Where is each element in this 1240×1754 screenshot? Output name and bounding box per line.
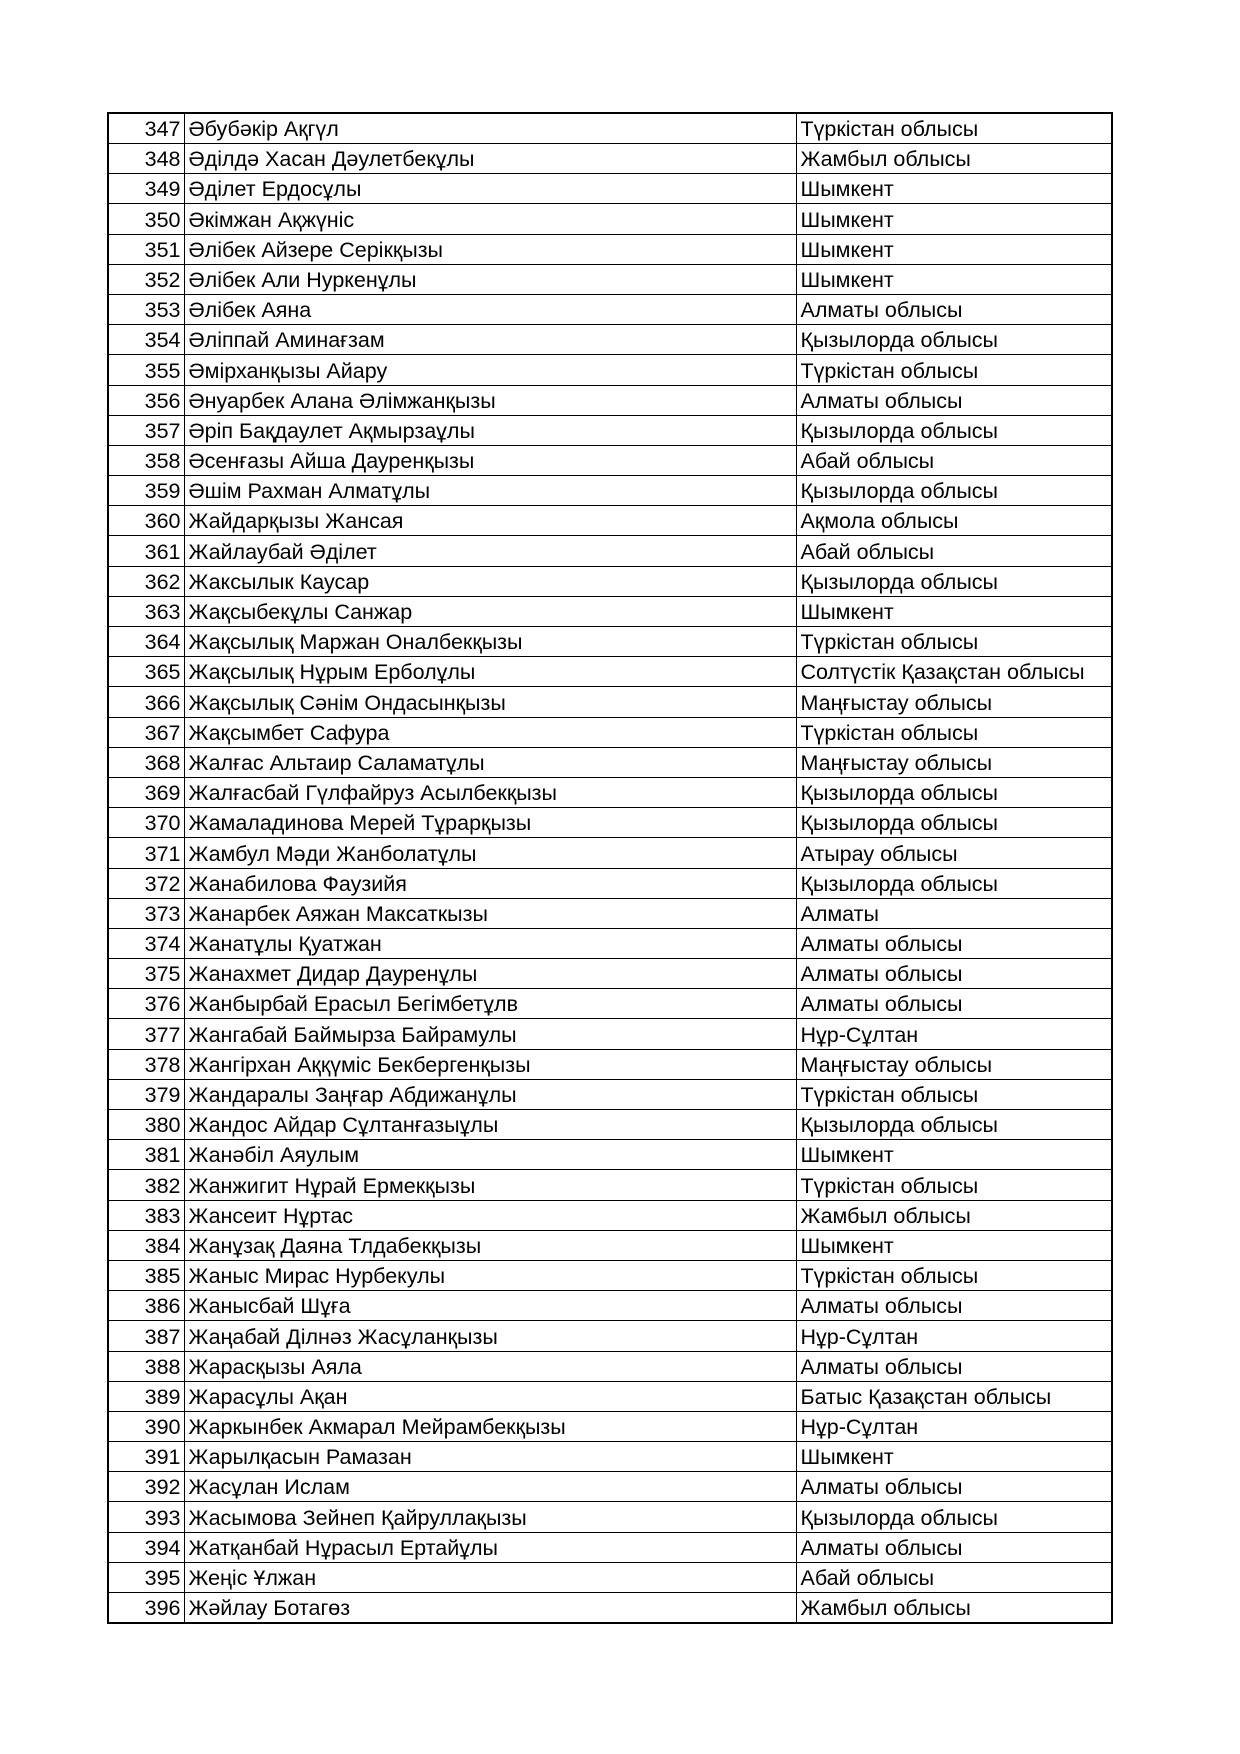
region: Жамбыл облысы [796, 144, 1112, 174]
row-number: 348 [108, 144, 184, 174]
table-row [108, 747, 1112, 777]
region: Қызылорда облысы [796, 777, 1112, 807]
region: Түркістан облысы [796, 717, 1112, 747]
full-name: Жангабай Баймырза Байрамулы [184, 1019, 796, 1049]
full-name: Жанұзақ Даяна Тлдабекқызы [184, 1230, 796, 1260]
region: Алматы облысы [796, 385, 1112, 415]
row-number: 370 [108, 808, 184, 838]
row-number: 388 [108, 1351, 184, 1381]
full-name: Жанәбіл Аяулым [184, 1140, 796, 1170]
full-name: Әліппай Аминағзам [184, 325, 796, 355]
table-row [108, 476, 1112, 506]
region: Шымкент [796, 596, 1112, 626]
full-name: Жарылқасын Рамазан [184, 1442, 796, 1472]
full-name: Жалғасбай Гүлфайруз Асылбекқызы [184, 777, 796, 807]
row-number: 396 [108, 1593, 184, 1624]
full-name: Әділет Ердосұлы [184, 174, 796, 204]
region: Маңғыстау облысы [796, 687, 1112, 717]
region: Түркістан облысы [796, 1260, 1112, 1290]
full-name: Жаңабай Ділнәз Жасұланқызы [184, 1321, 796, 1351]
region: Маңғыстау облысы [796, 1049, 1112, 1079]
row-number: 375 [108, 959, 184, 989]
full-name: Жамаладинова Мерей Тұрарқызы [184, 808, 796, 838]
table-row [108, 1381, 1112, 1411]
full-name: Әнуарбек Алана Әлімжанқызы [184, 385, 796, 415]
table-row [108, 566, 1112, 596]
region: Шымкент [796, 1230, 1112, 1260]
full-name: Жанахмет Дидар Дауренұлы [184, 959, 796, 989]
row-number: 387 [108, 1321, 184, 1351]
table-row [108, 627, 1112, 657]
region: Қызылорда облысы [796, 566, 1112, 596]
row-number: 376 [108, 989, 184, 1019]
table-row [108, 596, 1112, 626]
row-number: 353 [108, 294, 184, 324]
table-row [108, 174, 1112, 204]
row-number: 368 [108, 747, 184, 777]
table-row [108, 355, 1112, 385]
row-number: 362 [108, 566, 184, 596]
full-name: Жанжигит Нұрай Ермекқызы [184, 1170, 796, 1200]
full-name: Жарасқызы Аяла [184, 1351, 796, 1381]
table-row [108, 717, 1112, 747]
full-name: Жанбырбай Ерасыл Бегімбетұлв [184, 989, 796, 1019]
table-row [108, 385, 1112, 415]
row-number: 359 [108, 476, 184, 506]
row-number: 358 [108, 445, 184, 475]
full-name: Жарасұлы Ақан [184, 1381, 796, 1411]
region: Шымкент [796, 1442, 1112, 1472]
full-name: Жәйлау Ботагөз [184, 1593, 796, 1624]
roster-table [107, 112, 1113, 1624]
full-name: Жаксылык Каусар [184, 566, 796, 596]
full-name: Әмірханқызы Айару [184, 355, 796, 385]
full-name: Жаркынбек Акмарал Мейрамбекқызы [184, 1411, 796, 1441]
table-row [108, 1532, 1112, 1562]
row-number: 369 [108, 777, 184, 807]
region: Батыс Қазақстан облысы [796, 1381, 1112, 1411]
row-number: 395 [108, 1562, 184, 1592]
table-row [108, 989, 1112, 1019]
full-name: Әкімжан Ақжүніс [184, 204, 796, 234]
row-number: 386 [108, 1291, 184, 1321]
region: Алматы [796, 898, 1112, 928]
region: Атырау облысы [796, 838, 1112, 868]
full-name: Жаныс Мирас Нурбекулы [184, 1260, 796, 1290]
table-row [108, 657, 1112, 687]
table-row [108, 1351, 1112, 1381]
table-row [108, 808, 1112, 838]
row-number: 367 [108, 717, 184, 747]
full-name: Әлібек Айзере Серікқызы [184, 234, 796, 264]
row-number: 379 [108, 1079, 184, 1109]
region: Түркістан облысы [796, 355, 1112, 385]
table-row [108, 113, 1112, 144]
full-name: Әріп Бақдаулет Ақмырзаұлы [184, 415, 796, 445]
region: Түркістан облысы [796, 113, 1112, 144]
table-row [108, 1140, 1112, 1170]
table-row [108, 1442, 1112, 1472]
region: Алматы облысы [796, 1532, 1112, 1562]
region: Ақмола облысы [796, 506, 1112, 536]
row-number: 366 [108, 687, 184, 717]
full-name: Жайлаубай Әділет [184, 536, 796, 566]
region: Нұр-Сұлтан [796, 1019, 1112, 1049]
table-row [108, 506, 1112, 536]
region: Қызылорда облысы [796, 415, 1112, 445]
region: Қызылорда облысы [796, 868, 1112, 898]
table-row [108, 325, 1112, 355]
full-name: Әлібек Али Нуркенұлы [184, 264, 796, 294]
region: Шымкент [796, 174, 1112, 204]
region: Алматы облысы [796, 1291, 1112, 1321]
full-name: Жандос Айдар Сұлтанғазыұлы [184, 1110, 796, 1140]
table-row [108, 1079, 1112, 1109]
table-row [108, 234, 1112, 264]
region: Түркістан облысы [796, 627, 1112, 657]
region: Жамбыл облысы [796, 1593, 1112, 1624]
table-row [108, 1411, 1112, 1441]
row-number: 361 [108, 536, 184, 566]
full-name: Жанысбай Шұға [184, 1291, 796, 1321]
table-row [108, 777, 1112, 807]
region: Шымкент [796, 204, 1112, 234]
region: Абай облысы [796, 1562, 1112, 1592]
table-row [108, 264, 1112, 294]
full-name: Әбубәкір Ақгүл [184, 113, 796, 144]
region: Абай облысы [796, 445, 1112, 475]
full-name: Жақсылық Сәнім Ондасынқызы [184, 687, 796, 717]
table-row [108, 838, 1112, 868]
table-row [108, 1049, 1112, 1079]
row-number: 390 [108, 1411, 184, 1441]
region: Қызылорда облысы [796, 808, 1112, 838]
region: Қызылорда облысы [796, 325, 1112, 355]
region: Алматы облысы [796, 1351, 1112, 1381]
full-name: Жанабилова Фаузийя [184, 868, 796, 898]
full-name: Жақсымбет Сафура [184, 717, 796, 747]
region: Шымкент [796, 234, 1112, 264]
region: Алматы облысы [796, 1472, 1112, 1502]
row-number: 372 [108, 868, 184, 898]
full-name: Жанатұлы Қуатжан [184, 928, 796, 958]
table-row [108, 928, 1112, 958]
row-number: 357 [108, 415, 184, 445]
region: Қызылорда облысы [796, 1110, 1112, 1140]
table-row [108, 1230, 1112, 1260]
full-name: Жақсылық Нұрым Ерболұлы [184, 657, 796, 687]
row-number: 382 [108, 1170, 184, 1200]
row-number: 377 [108, 1019, 184, 1049]
full-name: Жатқанбай Нұрасыл Ертайұлы [184, 1532, 796, 1562]
table-row [108, 1472, 1112, 1502]
table-row [108, 1562, 1112, 1592]
table-row [108, 1019, 1112, 1049]
full-name: Жансеит Нұртас [184, 1200, 796, 1230]
row-number: 352 [108, 264, 184, 294]
row-number: 378 [108, 1049, 184, 1079]
row-number: 360 [108, 506, 184, 536]
region: Солтүстік Қазақстан облысы [796, 657, 1112, 687]
table-row [108, 204, 1112, 234]
row-number: 389 [108, 1381, 184, 1411]
table-row [108, 687, 1112, 717]
table-row [108, 898, 1112, 928]
row-number: 355 [108, 355, 184, 385]
table-row [108, 868, 1112, 898]
row-number: 356 [108, 385, 184, 415]
full-name: Жалғас Альтаир Саламатұлы [184, 747, 796, 777]
region: Алматы облысы [796, 294, 1112, 324]
row-number: 385 [108, 1260, 184, 1290]
table-row [108, 1502, 1112, 1532]
full-name: Жанарбек Аяжан Максаткызы [184, 898, 796, 928]
row-number: 354 [108, 325, 184, 355]
full-name: Әсенғазы Айша Дауренқызы [184, 445, 796, 475]
region: Нұр-Сұлтан [796, 1321, 1112, 1351]
row-number: 384 [108, 1230, 184, 1260]
row-number: 394 [108, 1532, 184, 1562]
table-row [108, 294, 1112, 324]
table-row [108, 144, 1112, 174]
full-name: Жамбул Мәди Жанболатұлы [184, 838, 796, 868]
region: Нұр-Сұлтан [796, 1411, 1112, 1441]
region: Түркістан облысы [796, 1079, 1112, 1109]
table-row [108, 1110, 1112, 1140]
region: Түркістан облысы [796, 1170, 1112, 1200]
table-row [108, 445, 1112, 475]
row-number: 347 [108, 113, 184, 144]
table-row [108, 1260, 1112, 1290]
row-number: 371 [108, 838, 184, 868]
table-row [108, 959, 1112, 989]
full-name: Жақсылық Маржан Оналбекқызы [184, 627, 796, 657]
table-row [108, 415, 1112, 445]
full-name: Жандаралы Заңғар Абдижанұлы [184, 1079, 796, 1109]
row-number: 391 [108, 1442, 184, 1472]
region: Жамбыл облысы [796, 1200, 1112, 1230]
row-number: 364 [108, 627, 184, 657]
full-name: Жасымова Зейнеп Қайруллақызы [184, 1502, 796, 1532]
table-row [108, 1291, 1112, 1321]
table-row [108, 1170, 1112, 1200]
row-number: 351 [108, 234, 184, 264]
region: Шымкент [796, 1140, 1112, 1170]
region: Қызылорда облысы [796, 476, 1112, 506]
full-name: Жасұлан Ислам [184, 1472, 796, 1502]
full-name: Жеңіс Ұлжан [184, 1562, 796, 1592]
full-name: Жангірхан Аққүміс Бекбергенқызы [184, 1049, 796, 1079]
region: Абай облысы [796, 536, 1112, 566]
region: Қызылорда облысы [796, 1502, 1112, 1532]
full-name: Жайдарқызы Жансая [184, 506, 796, 536]
region: Алматы облысы [796, 959, 1112, 989]
table-row [108, 536, 1112, 566]
region: Шымкент [796, 264, 1112, 294]
region: Алматы облысы [796, 989, 1112, 1019]
table-row [108, 1200, 1112, 1230]
row-number: 374 [108, 928, 184, 958]
row-number: 373 [108, 898, 184, 928]
row-number: 365 [108, 657, 184, 687]
region: Маңғыстау облысы [796, 747, 1112, 777]
row-number: 383 [108, 1200, 184, 1230]
row-number: 392 [108, 1472, 184, 1502]
full-name: Әділдә Хасан Дәулетбекұлы [184, 144, 796, 174]
region: Алматы облысы [796, 928, 1112, 958]
row-number: 363 [108, 596, 184, 626]
full-name: Жақсыбекұлы Санжар [184, 596, 796, 626]
row-number: 381 [108, 1140, 184, 1170]
row-number: 380 [108, 1110, 184, 1140]
table-row [108, 1593, 1112, 1624]
row-number: 393 [108, 1502, 184, 1532]
table-row [108, 1321, 1112, 1351]
full-name: Әшім Рахман Алматұлы [184, 476, 796, 506]
row-number: 350 [108, 204, 184, 234]
row-number: 349 [108, 174, 184, 204]
full-name: Әлібек Аяна [184, 294, 796, 324]
